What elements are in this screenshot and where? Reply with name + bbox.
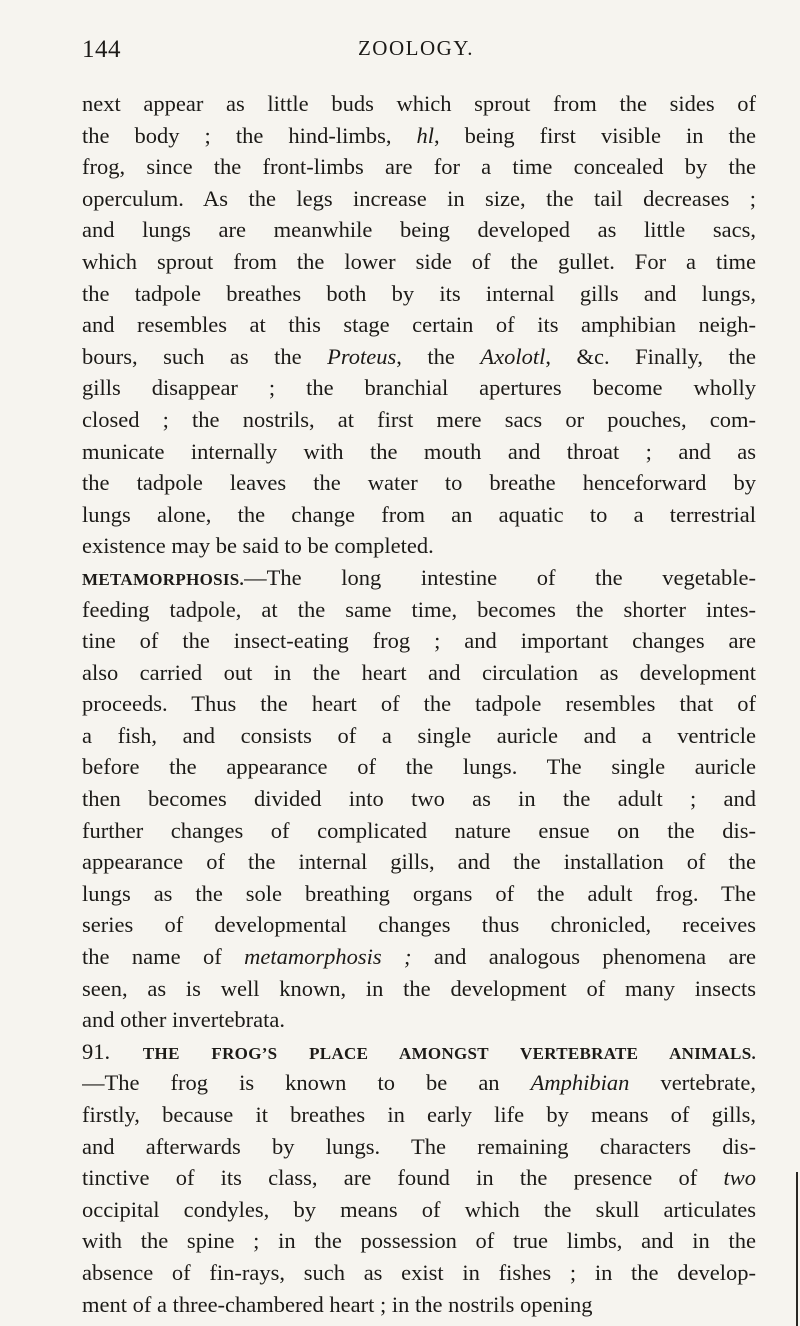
text-line: closed ; the nostrils, at first mere sacs or pouches, com- <box>82 406 756 432</box>
section-number: 91. <box>82 1038 111 1064</box>
text-line: tinctive of its class, are found in the presence of two <box>82 1165 756 1191</box>
body-text <box>82 88 756 1320</box>
text-line: bours, such as the Proteus, the Axolotl, &c. Finally, the <box>82 343 756 369</box>
section-heading: THE FROG’S PLACE AMONGST VERTEBRATE ANIMALS. <box>142 1043 756 1063</box>
text-line: also carried out in the heart and circulation as development <box>82 659 756 685</box>
genus-name: Proteus <box>327 343 397 369</box>
text-line: then becomes divided into two as in the adult ; and <box>82 786 756 812</box>
term-italic: two <box>723 1165 756 1191</box>
text-line: operculum. As the legs increase in size, the tail decreases ; <box>82 185 756 211</box>
text-line: —The frog is known to be an Amphibian vertebrate, <box>82 1070 756 1096</box>
text-line: with the spine ; in the possession of true limbs, and in the <box>82 1228 756 1254</box>
text-line: series of developmental changes thus chronicled, receives <box>82 912 756 938</box>
text-line: lungs alone, the change from an aquatic to a terrestrial <box>82 501 756 527</box>
text-line: further changes of complicated nature ensue on the dis- <box>82 817 756 843</box>
term-italic: Amphibian <box>530 1070 630 1096</box>
text-line: before the appearance of the lungs. The single auricle <box>82 754 756 780</box>
text-line: and resembles at this stage certain of its amphibian neigh- <box>82 312 756 338</box>
page-header <box>82 36 750 66</box>
text-line: next appear as little buds which sprout from the sides of <box>82 91 756 116</box>
text-line: ment of a three-chambered heart ; in the nostrils opening <box>82 1291 593 1317</box>
text-line: lungs as the sole breathing organs of the adult frog. The <box>82 880 756 906</box>
genus-name: Axolotl <box>480 343 546 369</box>
text-line: occipital condyles, by means of which the skull articulates <box>82 1196 756 1222</box>
text-line: the tadpole breathes both by its internal gills and lungs, <box>82 280 756 306</box>
text-line: frog, since the front-limbs are for a time concealed by the <box>82 154 756 180</box>
text-line: and lungs are meanwhile being developed as little sacs, <box>82 217 756 243</box>
text-line: feeding tadpole, at the same time, becomes the shorter intes- <box>82 596 756 622</box>
text-line: the body ; the hind-limbs, hl, being first visible in the <box>82 122 756 148</box>
text-line: the tadpole leaves the water to breathe henceforward by <box>82 470 756 496</box>
text-line: absence of fin-rays, such as exist in fishes ; in the develop- <box>82 1259 756 1285</box>
section-heading: METAMORPHOSIS. <box>82 569 245 589</box>
text-line: a fish, and consists of a single auricle and a ventricle <box>82 722 756 748</box>
running-title: ZOOLOGY. <box>357 36 475 60</box>
text-line: municate internally with the mouth and throat ; and as <box>82 438 756 464</box>
text-line: gills disappear ; the branchial apertures become wholly <box>82 375 756 401</box>
text-line: firstly, because it breathes in early life by means of gills, <box>82 1102 756 1127</box>
page-edge-divider <box>796 1172 798 1326</box>
text-line: tine of the insect-eating frog ; and important changes are <box>82 628 756 654</box>
text-line: METAMORPHOSIS.—The long intestine of the vegetable- <box>82 564 756 590</box>
text-line <box>82 1036 756 1068</box>
text-line: proceeds. Thus the heart of the tadpole resembles that of <box>82 691 756 717</box>
text-line: which sprout from the lower side of the gullet. For a time <box>82 248 756 274</box>
figure-label: hl <box>416 122 435 148</box>
text-line: appearance of the internal gills, and the installation of the <box>82 849 756 875</box>
text-line: and afterwards by lungs. The remaining characters dis- <box>82 1133 756 1159</box>
text-line: the name of metamorphosis ; and analogous phenomena are <box>82 944 756 970</box>
text-line: existence may be said to be completed. <box>82 533 434 559</box>
page-number: 144 <box>82 36 121 63</box>
text-line: seen, as is well known, in the development of many insects <box>82 975 756 1001</box>
term-italic: metamorphosis ; <box>244 944 412 970</box>
text-line: and other invertebrata. <box>82 1007 286 1033</box>
